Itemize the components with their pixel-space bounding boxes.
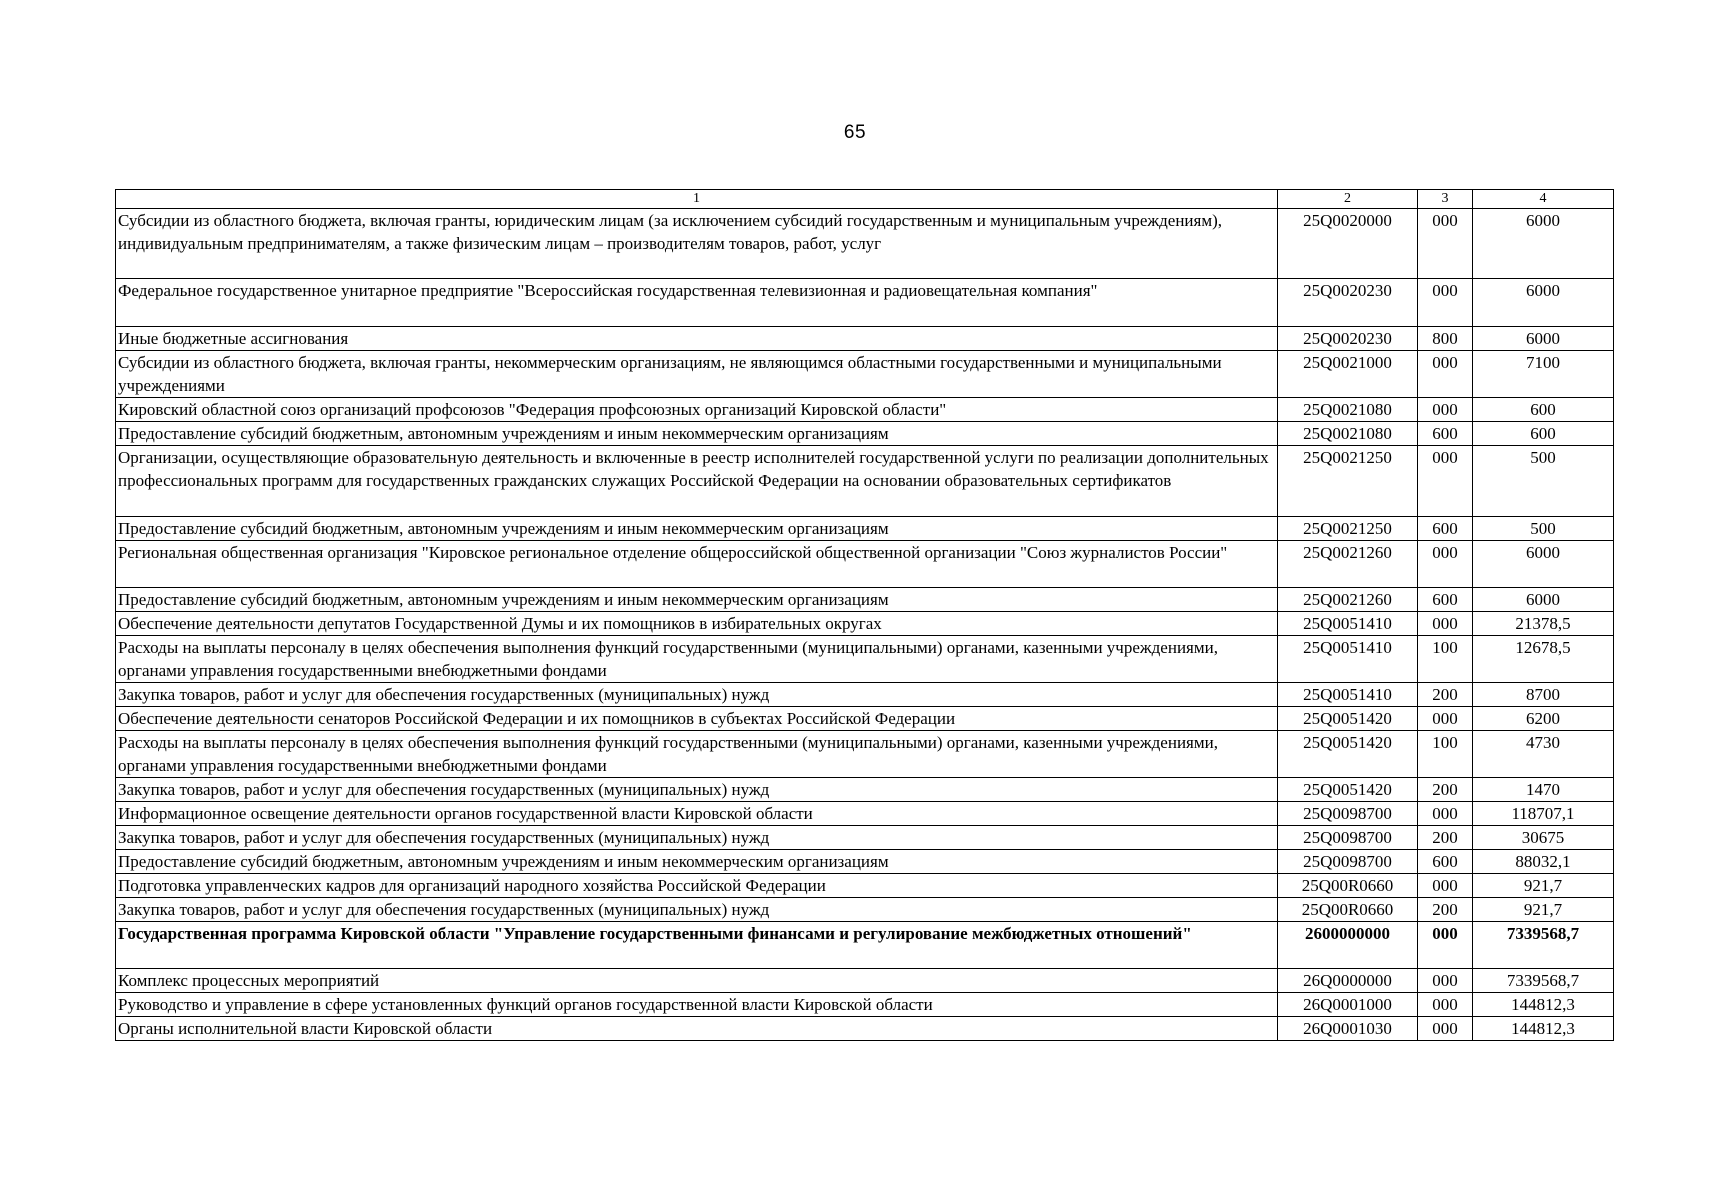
row-name-cell: Обеспечение деятельности депутатов Государственной Думы и их помощников в избирательных округах — [116, 612, 1278, 636]
row-amount-cell: 921,7 — [1473, 898, 1614, 922]
row-code-cell: 25Q0020230 — [1278, 327, 1418, 351]
row-code-cell: 26Q0000000 — [1278, 969, 1418, 993]
header-col-1: 1 — [116, 190, 1278, 209]
row-code-cell: 25Q0020000 — [1278, 209, 1418, 279]
row-type-cell: 000 — [1418, 993, 1473, 1017]
row-type-cell: 000 — [1418, 279, 1473, 327]
table-row — [116, 1017, 1614, 1041]
row-code-cell: 25Q0020230 — [1278, 279, 1418, 327]
row-type-cell: 000 — [1418, 969, 1473, 993]
row-name-cell: Органы исполнительной власти Кировской области — [116, 1017, 1278, 1041]
row-type-cell: 000 — [1418, 1017, 1473, 1041]
row-type-cell: 000 — [1418, 874, 1473, 898]
row-name-cell: Информационное освещение деятельности органов государственной власти Кировской области — [116, 802, 1278, 826]
row-code-cell: 25Q0021260 — [1278, 588, 1418, 612]
table-row — [116, 802, 1614, 826]
row-amount-cell: 30675 — [1473, 826, 1614, 850]
row-code-cell: 25Q0021250 — [1278, 446, 1418, 517]
row-type-cell: 000 — [1418, 398, 1473, 422]
table-row — [116, 351, 1614, 398]
row-name-cell: Закупка товаров, работ и услуг для обеспечения государственных (муниципальных) нужд — [116, 826, 1278, 850]
row-type-cell: 600 — [1418, 422, 1473, 446]
row-amount-cell: 6200 — [1473, 707, 1614, 731]
row-type-cell: 600 — [1418, 588, 1473, 612]
row-type-cell: 000 — [1418, 802, 1473, 826]
row-type-cell: 200 — [1418, 898, 1473, 922]
row-type-cell: 200 — [1418, 826, 1473, 850]
table-row — [116, 874, 1614, 898]
header-col-2: 2 — [1278, 190, 1418, 209]
table-row — [116, 209, 1614, 279]
row-type-cell: 000 — [1418, 707, 1473, 731]
row-name-cell: Федеральное государственное унитарное предприятие "Всероссийская государственная телевизионная и радиовещательная компания" — [116, 279, 1278, 327]
row-name-cell: Расходы на выплаты персоналу в целях обеспечения выполнения функций государственными (муниципальными) органами, казенными учреждениями, органами управления государственными внебюджетными фондами — [116, 731, 1278, 778]
table-row — [116, 731, 1614, 778]
row-amount-cell: 21378,5 — [1473, 612, 1614, 636]
row-name-cell: Закупка товаров, работ и услуг для обеспечения государственных (муниципальных) нужд — [116, 778, 1278, 802]
row-amount-cell: 7100 — [1473, 351, 1614, 398]
row-name-cell: Закупка товаров, работ и услуг для обеспечения государственных (муниципальных) нужд — [116, 683, 1278, 707]
table-row — [116, 446, 1614, 517]
table-row — [116, 422, 1614, 446]
row-amount-cell: 6000 — [1473, 327, 1614, 351]
row-type-cell: 200 — [1418, 683, 1473, 707]
row-amount-cell: 144812,3 — [1473, 993, 1614, 1017]
row-code-cell: 25Q0021250 — [1278, 517, 1418, 541]
row-type-cell: 600 — [1418, 517, 1473, 541]
table-row — [116, 969, 1614, 993]
row-name-cell: Иные бюджетные ассигнования — [116, 327, 1278, 351]
row-code-cell: 2600000000 — [1278, 922, 1418, 969]
row-type-cell: 100 — [1418, 731, 1473, 778]
row-code-cell: 25Q0051420 — [1278, 707, 1418, 731]
table-row — [116, 612, 1614, 636]
row-amount-cell: 4730 — [1473, 731, 1614, 778]
row-amount-cell: 118707,1 — [1473, 802, 1614, 826]
row-type-cell: 800 — [1418, 327, 1473, 351]
row-type-cell: 100 — [1418, 636, 1473, 683]
row-name-cell: Субсидии из областного бюджета, включая гранты, юридическим лицам (за исключением субсидий государственным и муниципальным учреждениям), индивидуальным предпринимателям, а также физическим лицам – производителям товаров, работ, услуг — [116, 209, 1278, 279]
row-name-cell: Комплекс процессных мероприятий — [116, 969, 1278, 993]
row-type-cell: 000 — [1418, 209, 1473, 279]
table-row — [116, 327, 1614, 351]
row-name-cell: Кировский областной союз организаций профсоюзов "Федерация профсоюзных организаций Кировской области" — [116, 398, 1278, 422]
row-amount-cell: 600 — [1473, 422, 1614, 446]
table-row — [116, 778, 1614, 802]
table-body — [116, 209, 1614, 1041]
table-row — [116, 898, 1614, 922]
table-row — [116, 541, 1614, 588]
row-amount-cell: 1470 — [1473, 778, 1614, 802]
row-amount-cell: 8700 — [1473, 683, 1614, 707]
row-code-cell: 25Q0098700 — [1278, 802, 1418, 826]
row-name-cell: Расходы на выплаты персоналу в целях обеспечения выполнения функций государственными (муниципальными) органами, казенными учреждениями, органами управления государственными внебюджетными фондами — [116, 636, 1278, 683]
row-code-cell: 25Q0051410 — [1278, 683, 1418, 707]
row-name-cell: Закупка товаров, работ и услуг для обеспечения государственных (муниципальных) нужд — [116, 898, 1278, 922]
row-type-cell: 200 — [1418, 778, 1473, 802]
table-row — [116, 517, 1614, 541]
row-code-cell: 25Q0051410 — [1278, 636, 1418, 683]
row-name-cell: Предоставление субсидий бюджетным, автономным учреждениям и иным некоммерческим организациям — [116, 850, 1278, 874]
row-amount-cell: 7339568,7 — [1473, 922, 1614, 969]
row-name-cell: Организации, осуществляющие образовательную деятельность и включенные в реестр исполнителей государственной услуги по реализации дополнительных профессиональных программ для государственных гражданских служащих Российской Федерации на основании образовательных сертификатов — [116, 446, 1278, 517]
row-amount-cell: 6000 — [1473, 541, 1614, 588]
row-code-cell: 25Q00R0660 — [1278, 874, 1418, 898]
row-name-cell: Предоставление субсидий бюджетным, автономным учреждениям и иным некоммерческим организациям — [116, 422, 1278, 446]
row-code-cell: 25Q00R0660 — [1278, 898, 1418, 922]
row-name-cell: Обеспечение деятельности сенаторов Российской Федерации и их помощников в субъектах Российской Федерации — [116, 707, 1278, 731]
budget-table — [115, 189, 1614, 1041]
table-row — [116, 398, 1614, 422]
row-type-cell: 000 — [1418, 922, 1473, 969]
row-amount-cell: 600 — [1473, 398, 1614, 422]
header-col-3: 3 — [1418, 190, 1473, 209]
row-amount-cell: 6000 — [1473, 588, 1614, 612]
row-amount-cell: 6000 — [1473, 209, 1614, 279]
table-row — [116, 636, 1614, 683]
row-code-cell: 25Q0051420 — [1278, 731, 1418, 778]
row-name-cell: Предоставление субсидий бюджетным, автономным учреждениям и иным некоммерческим организациям — [116, 588, 1278, 612]
row-code-cell: 26Q0001000 — [1278, 993, 1418, 1017]
row-code-cell: 25Q0098700 — [1278, 826, 1418, 850]
table-row — [116, 279, 1614, 327]
row-amount-cell: 500 — [1473, 446, 1614, 517]
table-row — [116, 993, 1614, 1017]
row-amount-cell: 88032,1 — [1473, 850, 1614, 874]
row-amount-cell: 921,7 — [1473, 874, 1614, 898]
row-type-cell: 600 — [1418, 850, 1473, 874]
row-name-cell: Подготовка управленческих кадров для организаций народного хозяйства Российской Федерации — [116, 874, 1278, 898]
row-name-cell: Региональная общественная организация "Кировское региональное отделение общероссийской общественной организации "Союз журналистов России" — [116, 541, 1278, 588]
table-row — [116, 850, 1614, 874]
row-code-cell: 25Q0021260 — [1278, 541, 1418, 588]
row-type-cell: 000 — [1418, 541, 1473, 588]
row-amount-cell: 7339568,7 — [1473, 969, 1614, 993]
row-code-cell: 25Q0021080 — [1278, 422, 1418, 446]
row-type-cell: 000 — [1418, 612, 1473, 636]
table-row — [116, 588, 1614, 612]
row-amount-cell: 500 — [1473, 517, 1614, 541]
row-code-cell: 25Q0051420 — [1278, 778, 1418, 802]
row-code-cell: 25Q0098700 — [1278, 850, 1418, 874]
row-amount-cell: 144812,3 — [1473, 1017, 1614, 1041]
row-amount-cell: 6000 — [1473, 279, 1614, 327]
row-name-cell: Государственная программа Кировской области "Управление государственными финансами и регулирование межбюджетных отношений" — [116, 922, 1278, 969]
row-code-cell: 25Q0021080 — [1278, 398, 1418, 422]
row-amount-cell: 12678,5 — [1473, 636, 1614, 683]
row-name-cell: Предоставление субсидий бюджетным, автономным учреждениям и иным некоммерческим организациям — [116, 517, 1278, 541]
row-type-cell: 000 — [1418, 446, 1473, 517]
row-type-cell: 000 — [1418, 351, 1473, 398]
table-row — [116, 826, 1614, 850]
table-row — [116, 707, 1614, 731]
page-number: 65 — [843, 122, 867, 143]
row-name-cell: Руководство и управление в сфере установленных функций органов государственной власти Кировской области — [116, 993, 1278, 1017]
row-code-cell: 26Q0001030 — [1278, 1017, 1418, 1041]
row-code-cell: 25Q0051410 — [1278, 612, 1418, 636]
header-col-4: 4 — [1473, 190, 1614, 209]
header-row — [116, 190, 1614, 209]
row-code-cell: 25Q0021000 — [1278, 351, 1418, 398]
table-row — [116, 922, 1614, 969]
table-row — [116, 683, 1614, 707]
row-name-cell: Субсидии из областного бюджета, включая гранты, некоммерческим организациям, не являющимся областными государственными и муниципальными учреждениями — [116, 351, 1278, 398]
